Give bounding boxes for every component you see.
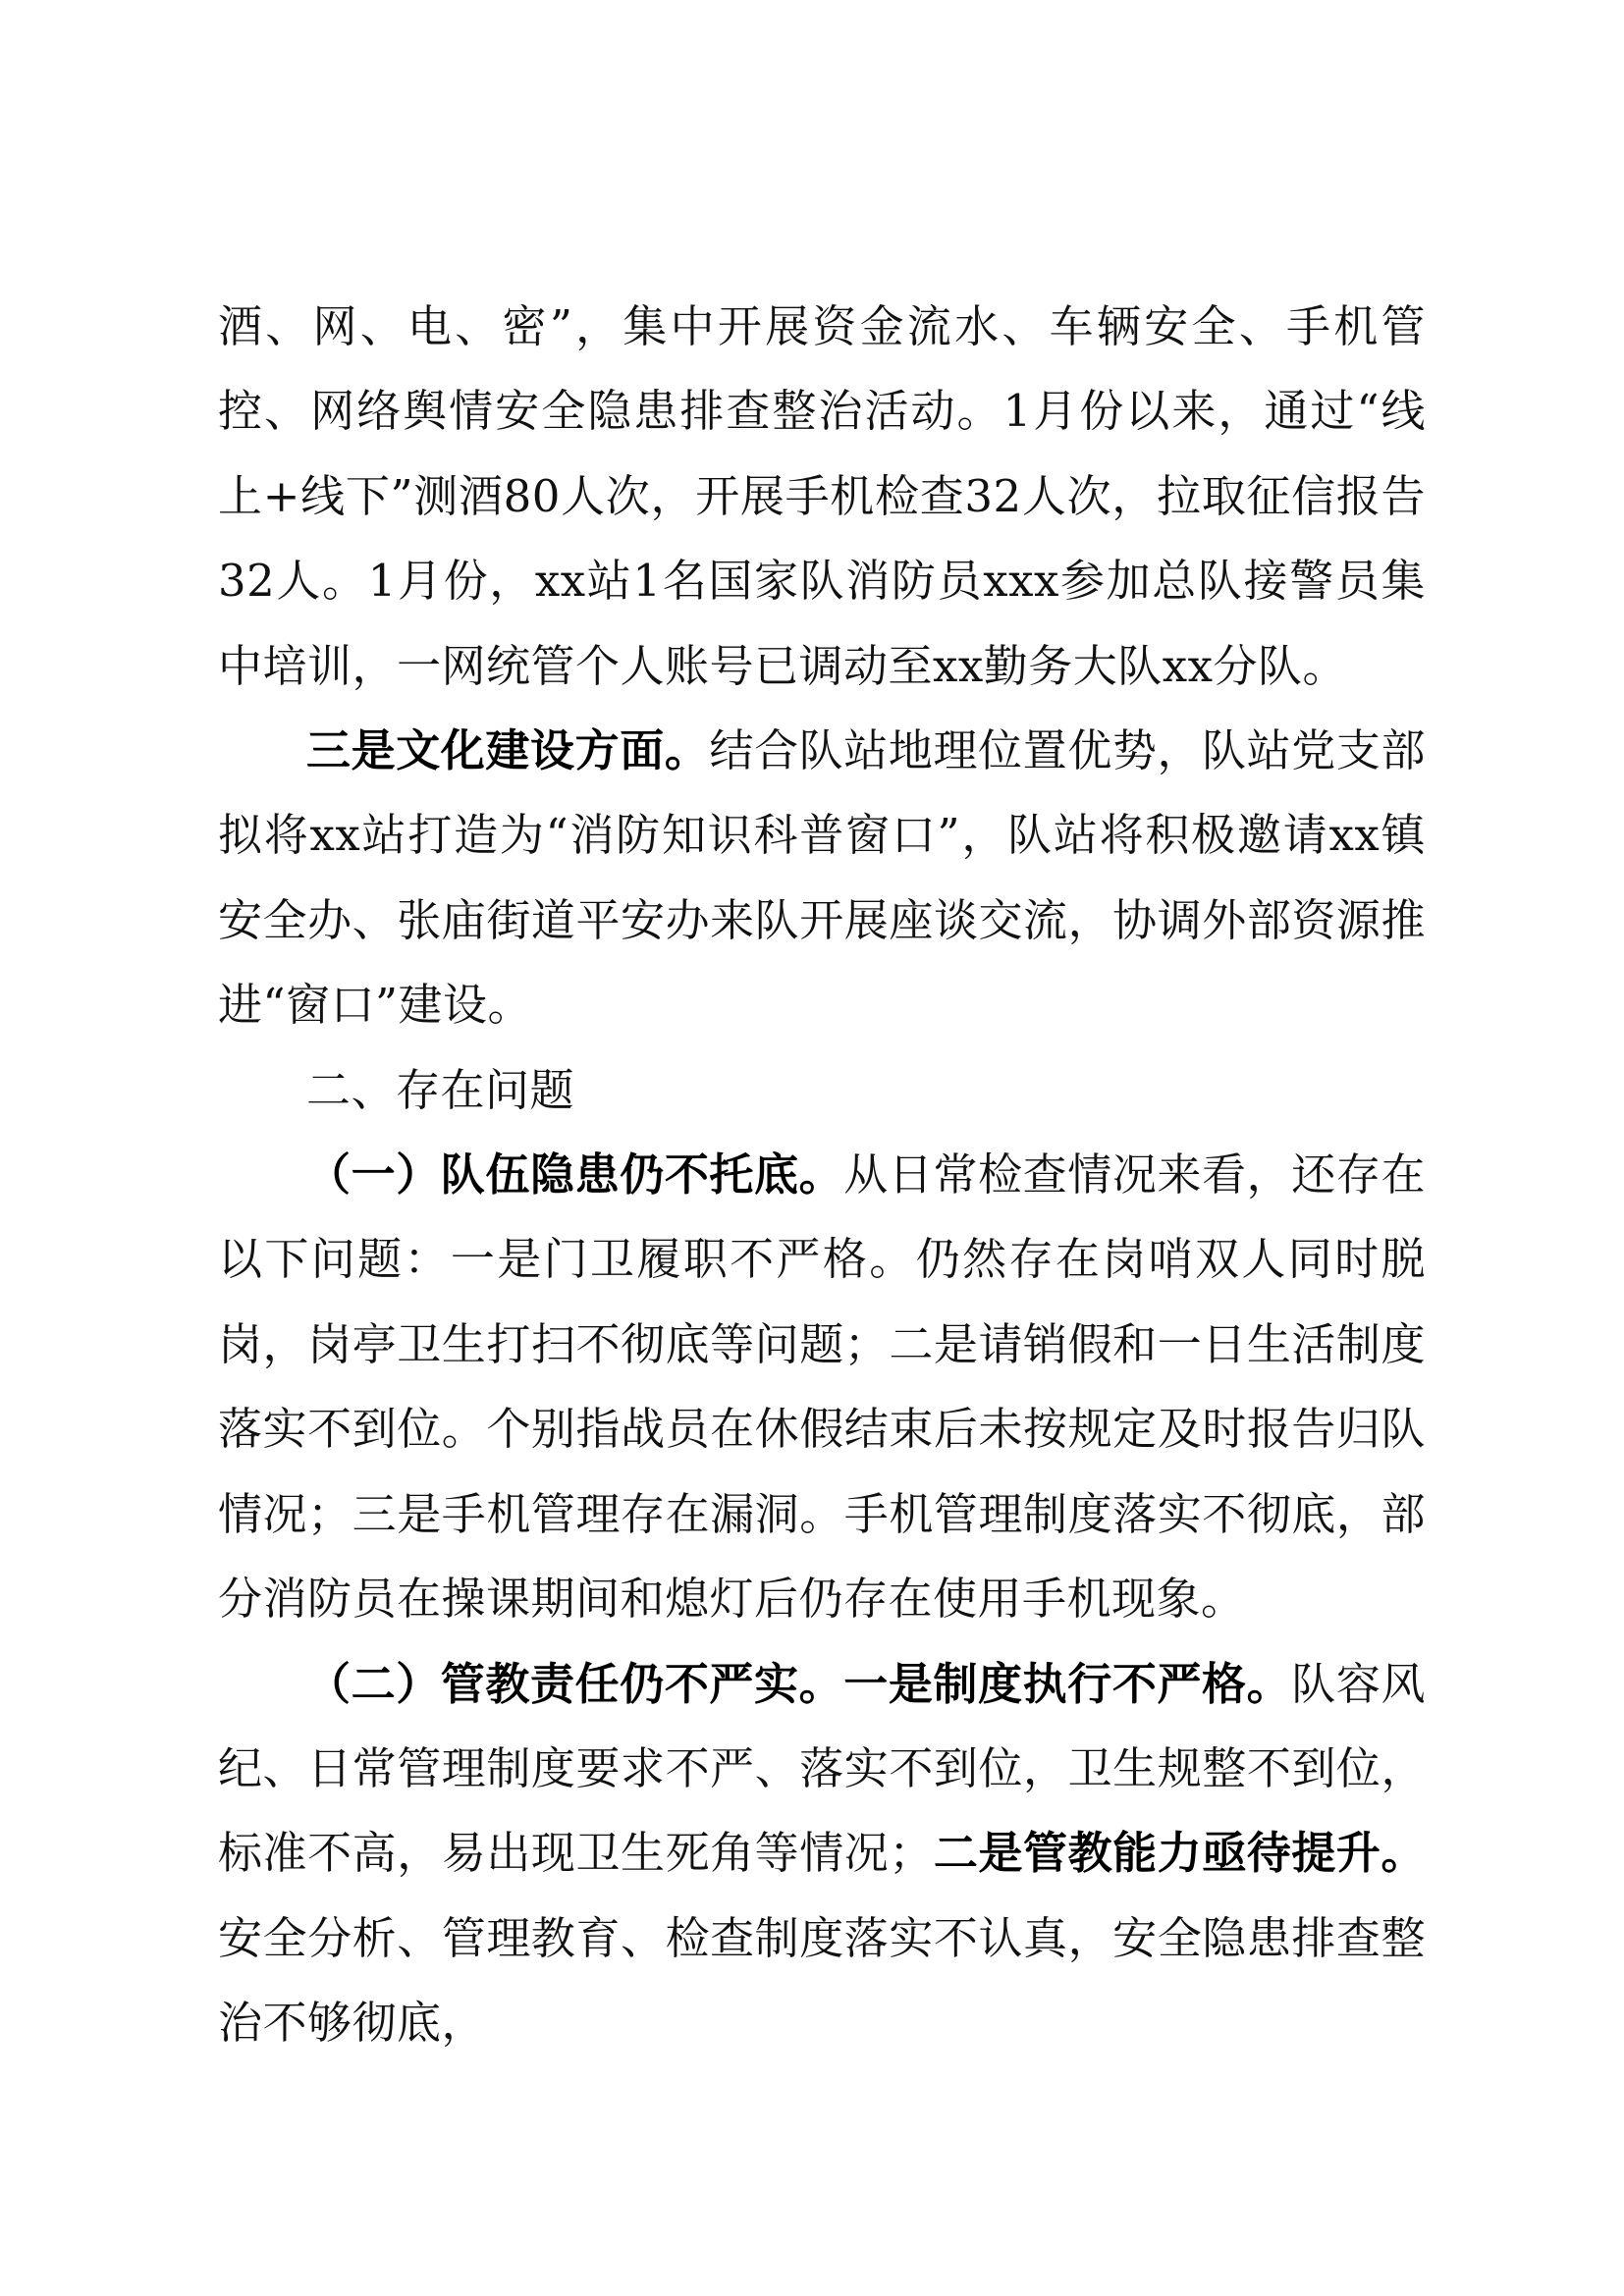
paragraph-text: 从日常检查情况来看，还存在以下问题：一是门卫履职不严格。仍然存在岗哨双人同时脱岗，岗亭卫生打扫不彻底等问题；二是请销假和一日生活制度落实不到位。个别指战员在休假结束后未按规定及时报告归队情况；三是手机管理存在漏洞。手机管理制度落实不彻底，部分消防员在操课期间和熄灯后仍存在使用手机现象。 xyxy=(218,1148,1426,1626)
paragraph-subpoint-bold: 二是管教能力亟待提升。 xyxy=(933,1827,1426,1880)
section-heading-text: 二、存在问题 xyxy=(306,1063,575,1116)
document-body xyxy=(218,285,1426,2066)
paragraph-lead-bold: （一）队伍隐患仍不托底。 xyxy=(306,1148,844,1201)
paragraph-text: 酒、网、电、密”，集中开展资金流水、车辆安全、手机管控、网络舆情安全隐患排查整治活动。1月份以来，通过“线上+线下”测酒80人次，开展手机检查32人次，拉取征信报告32人。1月份，xx站1名国家队消防员xxx参加总队接警员集中培训，一网统管个人账号已调动至xx勤务大队xx分队。 xyxy=(218,300,1426,692)
paragraph-lead-bold: （二）管教责任仍不严实。 xyxy=(306,1657,844,1710)
section-heading-problems xyxy=(218,1048,1426,1133)
paragraph-safety-checks xyxy=(218,285,1426,709)
paragraph-subpoint-bold: 一是制度执行不严格。 xyxy=(843,1657,1292,1710)
paragraph-management-responsibility xyxy=(218,1642,1426,2066)
paragraph-team-hazards xyxy=(218,1133,1426,1641)
paragraph-lead-bold: 三是文化建设方面。 xyxy=(306,724,710,777)
paragraph-text: 队容风纪、日常管理制度要求不严、落实不到位，卫生规整不到位，标准不高，易出现卫生死角等情况； xyxy=(218,1657,1426,1880)
paragraph-text: 结合队站地理位置优势，队站党支部拟将xx站打造为“消防知识科普窗口”，队站将积极邀请xx镇安全办、张庙街道平安办来队开展座谈交流，协调外部资源推进“窗口”建设。 xyxy=(218,724,1426,1032)
paragraph-culture-building xyxy=(218,709,1426,1048)
paragraph-text: 安全分析、管理教育、检查制度落实不认真，安全隐患排查整治不够彻底， xyxy=(218,1911,1426,2050)
